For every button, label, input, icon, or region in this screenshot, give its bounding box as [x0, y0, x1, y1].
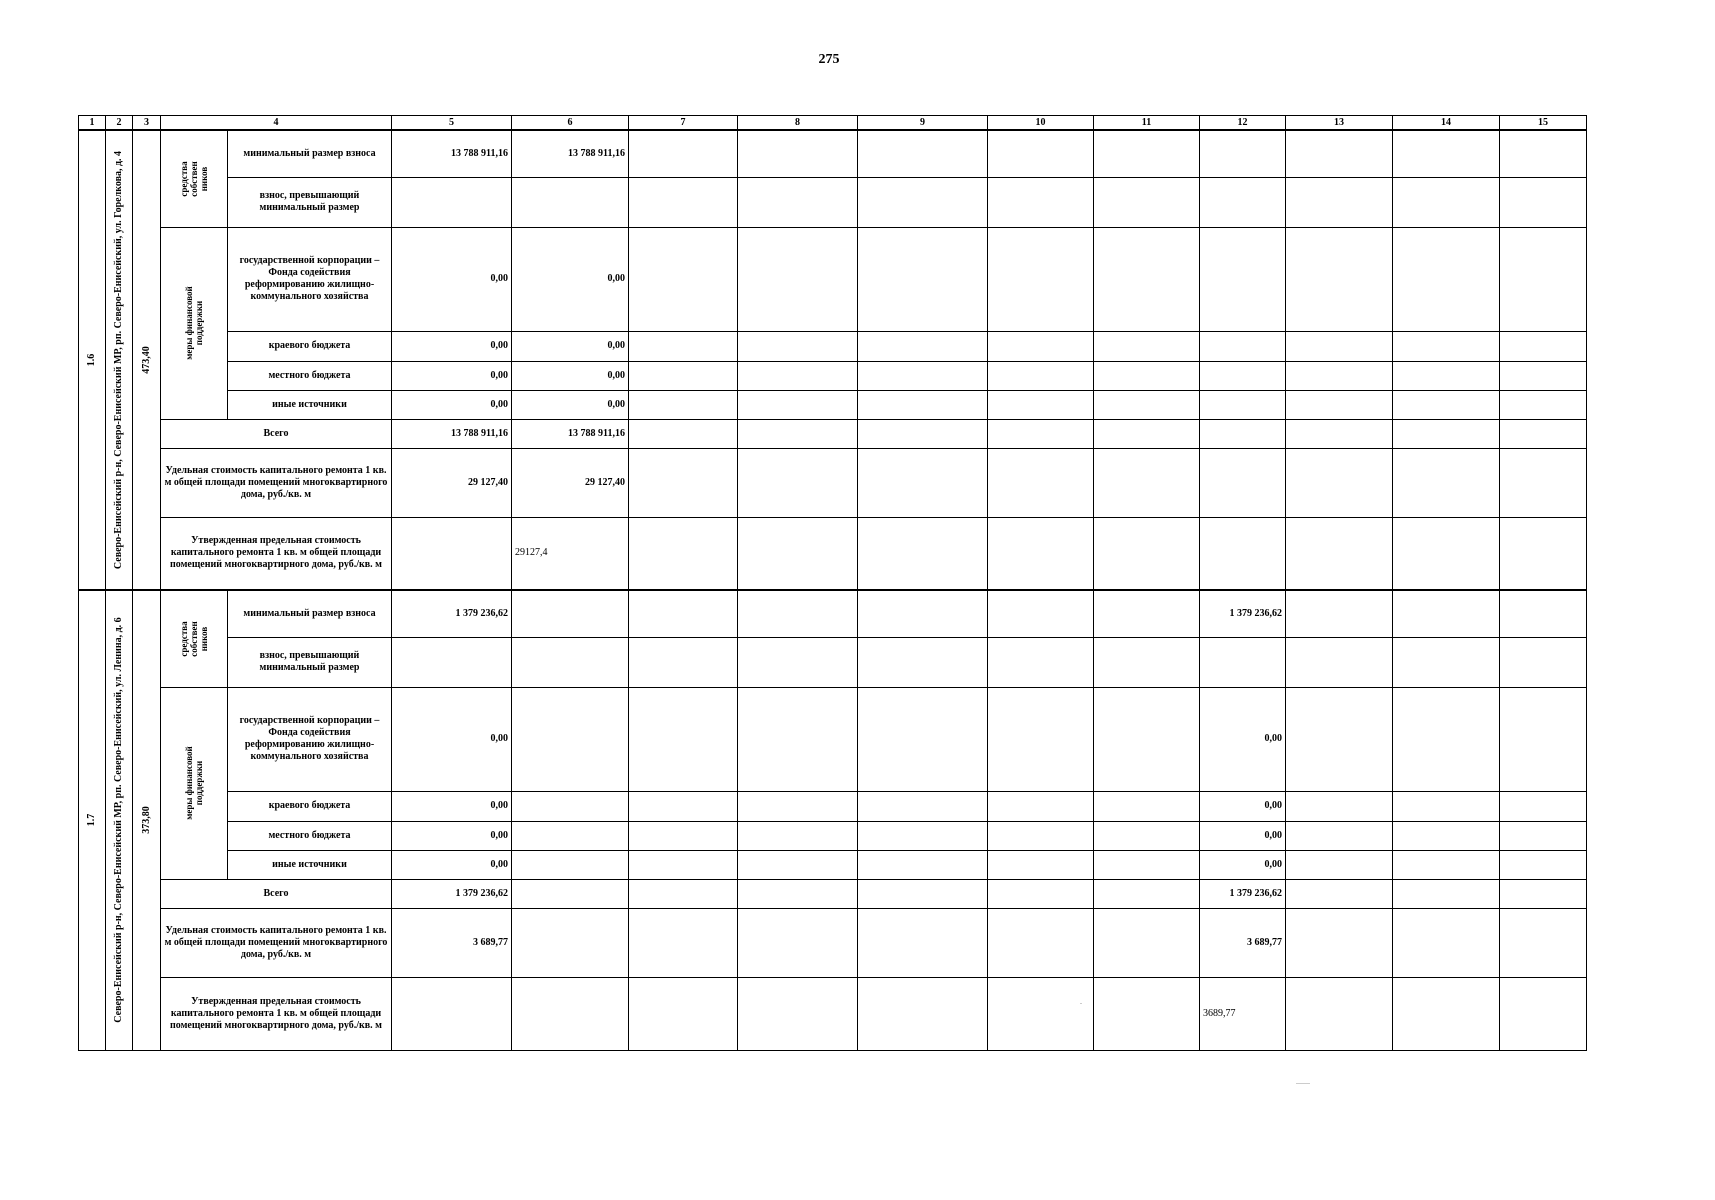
- value-cell: 0,00: [392, 821, 512, 850]
- value-cell: [1286, 361, 1393, 390]
- section-area-cell: [133, 590, 161, 1050]
- value-cell: [1094, 177, 1200, 227]
- value-cell: [738, 687, 858, 791]
- table-row: [79, 687, 1587, 791]
- value-cell: [858, 331, 988, 361]
- value-cell: [1286, 227, 1393, 331]
- value-cell: [988, 977, 1094, 1050]
- value-cell: [738, 227, 858, 331]
- value-cell: [738, 590, 858, 637]
- value-cell: [1094, 517, 1200, 590]
- value-cell: [988, 637, 1094, 687]
- column-header: 3: [133, 116, 161, 131]
- value-cell: [392, 977, 512, 1050]
- value-cell: [858, 850, 988, 879]
- value-cell: [1500, 448, 1587, 517]
- value-cell: [1286, 419, 1393, 448]
- column-header: 6: [512, 116, 629, 131]
- column-header: 7: [629, 116, 738, 131]
- value-cell: [1393, 977, 1500, 1050]
- value-cell: 0,00: [392, 390, 512, 419]
- table-row: [79, 879, 1587, 908]
- table-row: [79, 331, 1587, 361]
- value-cell: [858, 361, 988, 390]
- value-cell: [1393, 390, 1500, 419]
- table-row: [79, 177, 1587, 227]
- value-cell: [629, 791, 738, 821]
- value-cell: [1286, 517, 1393, 590]
- value-cell: [1393, 177, 1500, 227]
- value-cell: 13 788 911,16: [392, 130, 512, 177]
- value-cell: [392, 637, 512, 687]
- value-cell: [738, 177, 858, 227]
- value-cell: [858, 227, 988, 331]
- state-corp-label: государственной корпорации – Фонда содействия реформированию жилищно-коммунального хозяйства: [228, 227, 392, 331]
- value-cell: [1393, 637, 1500, 687]
- local-budget-label: местного бюджета: [228, 361, 392, 390]
- value-cell: [988, 908, 1094, 977]
- section-area-cell: [133, 130, 161, 590]
- unit-cost-label: Удельная стоимость капитального ремонта 1 кв. м общей площади помещений многоквартирного дома, руб./кв. м: [161, 908, 392, 977]
- value-cell: [738, 331, 858, 361]
- value-cell: [738, 130, 858, 177]
- value-cell: [512, 687, 629, 791]
- value-cell: [629, 177, 738, 227]
- over-min-contribution-label: взнос, превышающий минимальный размер: [228, 637, 392, 687]
- value-cell: [988, 177, 1094, 227]
- table-row: [79, 419, 1587, 448]
- total-label: Всего: [161, 419, 392, 448]
- section-number: 1.7: [86, 814, 97, 827]
- column-number-row: [79, 116, 1587, 131]
- value-cell: [1286, 448, 1393, 517]
- section-address-cell: [106, 130, 133, 590]
- value-cell: [1393, 590, 1500, 637]
- value-cell: [858, 448, 988, 517]
- value-cell: 0,00: [512, 331, 629, 361]
- value-cell: [738, 791, 858, 821]
- value-cell: 0,00: [1200, 850, 1286, 879]
- column-header: 4: [161, 116, 392, 131]
- value-cell: [1500, 331, 1587, 361]
- value-cell: [1094, 448, 1200, 517]
- section-area: 373,80: [140, 806, 152, 834]
- value-cell: [629, 908, 738, 977]
- value-cell: [1393, 517, 1500, 590]
- column-header: 15: [1500, 116, 1587, 131]
- value-cell: [1200, 419, 1286, 448]
- value-cell: [1286, 908, 1393, 977]
- table-row: [79, 517, 1587, 590]
- over-min-contribution-label: взнос, превышающий минимальный размер: [228, 177, 392, 227]
- value-cell: [629, 977, 738, 1050]
- value-cell: [988, 590, 1094, 637]
- column-header: 8: [738, 116, 858, 131]
- value-cell: [512, 821, 629, 850]
- table-row: [79, 977, 1587, 1050]
- section-number: 1.6: [86, 353, 97, 367]
- value-cell: [1200, 637, 1286, 687]
- section-number-cell: [79, 590, 106, 1050]
- value-cell: [392, 177, 512, 227]
- value-cell: [512, 590, 629, 637]
- table-row: [79, 850, 1587, 879]
- other-sources-label: иные источники: [228, 390, 392, 419]
- value-cell: [1500, 791, 1587, 821]
- value-cell: 29 127,40: [392, 448, 512, 517]
- value-cell: [1393, 361, 1500, 390]
- value-cell: [1286, 177, 1393, 227]
- section-address: Северо-Енисейский р-н, Северо-Енисейский МР, рп. Северо-Енисейский, ул. Ленина, д. 6: [113, 617, 124, 1023]
- value-cell: [512, 791, 629, 821]
- value-cell: [629, 850, 738, 879]
- value-cell: [1094, 687, 1200, 791]
- value-cell: [1094, 850, 1200, 879]
- value-cell: [988, 850, 1094, 879]
- min-contribution-label: минимальный размер взноса: [228, 590, 392, 637]
- unit-cost-label: Удельная стоимость капитального ремонта 1 кв. м общей площади помещений многоквартирного дома, руб./кв. м: [161, 448, 392, 517]
- value-cell: [1500, 850, 1587, 879]
- value-cell: [1500, 361, 1587, 390]
- section-address-cell: [106, 590, 133, 1050]
- value-cell: [1393, 448, 1500, 517]
- approved-limit-label: Утвержденная предельная стоимость капитального ремонта 1 кв. м общей площади помещений многоквартирного дома, руб./кв. м: [161, 517, 392, 590]
- table-row: [79, 361, 1587, 390]
- table-row: [79, 821, 1587, 850]
- value-cell: [1200, 331, 1286, 361]
- value-cell: [1094, 908, 1200, 977]
- value-cell: [1200, 390, 1286, 419]
- column-header: 10: [988, 116, 1094, 131]
- value-cell: [629, 419, 738, 448]
- value-cell: [738, 419, 858, 448]
- value-cell: 13 788 911,16: [512, 419, 629, 448]
- value-cell: [512, 977, 629, 1050]
- value-cell: [738, 977, 858, 1050]
- value-cell: [1200, 361, 1286, 390]
- value-cell: 29127,4: [512, 517, 629, 590]
- support-measures-group: [161, 227, 228, 419]
- value-cell: [988, 390, 1094, 419]
- value-cell: [988, 517, 1094, 590]
- section-number-cell: [79, 130, 106, 590]
- value-cell: 0,00: [392, 791, 512, 821]
- value-cell: [1500, 227, 1587, 331]
- value-cell: [1094, 390, 1200, 419]
- value-cell: [1286, 590, 1393, 637]
- value-cell: [1094, 977, 1200, 1050]
- value-cell: [858, 390, 988, 419]
- owners-funds-label: средства собствен ников: [179, 161, 209, 197]
- value-cell: [988, 791, 1094, 821]
- value-cell: [1393, 908, 1500, 977]
- value-cell: [1286, 331, 1393, 361]
- value-cell: [512, 879, 629, 908]
- value-cell: [738, 850, 858, 879]
- total-label: Всего: [161, 879, 392, 908]
- value-cell: [629, 687, 738, 791]
- value-cell: [858, 977, 988, 1050]
- value-cell: 0,00: [392, 850, 512, 879]
- owners-funds-label: средства собствен ников: [179, 621, 209, 657]
- value-cell: [1200, 177, 1286, 227]
- value-cell: 1 379 236,62: [392, 879, 512, 908]
- value-cell: [1286, 821, 1393, 850]
- table-row: [79, 130, 1587, 177]
- column-header: 5: [392, 116, 512, 131]
- value-cell: [738, 879, 858, 908]
- value-cell: [1500, 879, 1587, 908]
- column-header: 12: [1200, 116, 1286, 131]
- owners-funds-group: [161, 130, 228, 227]
- value-cell: [629, 390, 738, 419]
- value-cell: [1500, 177, 1587, 227]
- scan-speck: [1080, 1003, 1082, 1004]
- value-cell: [1500, 637, 1587, 687]
- column-header: 9: [858, 116, 988, 131]
- value-cell: [629, 517, 738, 590]
- value-cell: [988, 419, 1094, 448]
- value-cell: [1094, 130, 1200, 177]
- state-corp-label: государственной корпорации – Фонда содействия реформированию жилищно-коммунального хозяйства: [228, 687, 392, 791]
- value-cell: [1094, 361, 1200, 390]
- support-measures-label: меры финансовой поддержки: [184, 746, 204, 820]
- value-cell: [1393, 130, 1500, 177]
- value-cell: [629, 331, 738, 361]
- value-cell: [988, 361, 1094, 390]
- value-cell: 0,00: [512, 390, 629, 419]
- value-cell: 0,00: [1200, 791, 1286, 821]
- value-cell: 0,00: [392, 687, 512, 791]
- value-cell: 3 689,77: [392, 908, 512, 977]
- value-cell: [858, 879, 988, 908]
- value-cell: 1 379 236,62: [1200, 879, 1286, 908]
- approved-limit-label: Утвержденная предельная стоимость капитального ремонта 1 кв. м общей площади помещений многоквартирного дома, руб./кв. м: [161, 977, 392, 1050]
- table-row: [79, 590, 1587, 637]
- value-cell: [1393, 821, 1500, 850]
- value-cell: 0,00: [1200, 821, 1286, 850]
- support-measures-label: меры финансовой поддержки: [184, 286, 204, 360]
- value-cell: [858, 791, 988, 821]
- value-cell: [1286, 637, 1393, 687]
- regional-budget-label: краевого бюджета: [228, 791, 392, 821]
- value-cell: [1500, 687, 1587, 791]
- value-cell: [858, 590, 988, 637]
- value-cell: [1393, 227, 1500, 331]
- value-cell: 1 379 236,62: [1200, 590, 1286, 637]
- value-cell: 3 689,77: [1200, 908, 1286, 977]
- value-cell: [988, 448, 1094, 517]
- column-header: 13: [1286, 116, 1393, 131]
- value-cell: [1094, 637, 1200, 687]
- value-cell: 3689,77: [1200, 977, 1286, 1050]
- value-cell: [858, 687, 988, 791]
- value-cell: [1393, 331, 1500, 361]
- value-cell: [858, 637, 988, 687]
- value-cell: [512, 177, 629, 227]
- support-measures-group: [161, 687, 228, 879]
- value-cell: [1500, 908, 1587, 977]
- value-cell: [1393, 879, 1500, 908]
- value-cell: [1393, 850, 1500, 879]
- value-cell: [629, 879, 738, 908]
- value-cell: [1200, 130, 1286, 177]
- value-cell: [1393, 791, 1500, 821]
- regional-budget-label: краевого бюджета: [228, 331, 392, 361]
- value-cell: [1500, 130, 1587, 177]
- other-sources-label: иные источники: [228, 850, 392, 879]
- value-cell: [858, 908, 988, 977]
- value-cell: [858, 821, 988, 850]
- section-address: Северо-Енисейский р-н, Северо-Енисейский МР, рп. Северо-Енисейский, ул. Горелкова, д. 4: [113, 150, 124, 570]
- value-cell: [1286, 850, 1393, 879]
- value-cell: 0,00: [1200, 687, 1286, 791]
- value-cell: [629, 361, 738, 390]
- value-cell: [1286, 390, 1393, 419]
- value-cell: [1286, 687, 1393, 791]
- value-cell: [1094, 419, 1200, 448]
- capital-repair-table: [78, 115, 1587, 1051]
- value-cell: [988, 331, 1094, 361]
- value-cell: [1094, 879, 1200, 908]
- value-cell: 13 788 911,16: [392, 419, 512, 448]
- value-cell: [858, 517, 988, 590]
- value-cell: [988, 821, 1094, 850]
- column-header: 2: [106, 116, 133, 131]
- value-cell: [858, 130, 988, 177]
- column-header: 14: [1393, 116, 1500, 131]
- value-cell: [858, 177, 988, 227]
- table-row: [79, 637, 1587, 687]
- value-cell: [1500, 590, 1587, 637]
- value-cell: [988, 687, 1094, 791]
- value-cell: 0,00: [392, 331, 512, 361]
- value-cell: 1 379 236,62: [392, 590, 512, 637]
- column-header: 11: [1094, 116, 1200, 131]
- value-cell: [1094, 331, 1200, 361]
- value-cell: [988, 879, 1094, 908]
- value-cell: [738, 908, 858, 977]
- value-cell: [988, 130, 1094, 177]
- page-number: 275: [818, 52, 840, 67]
- value-cell: [629, 130, 738, 177]
- value-cell: [1286, 879, 1393, 908]
- value-cell: [1200, 227, 1286, 331]
- value-cell: [1500, 821, 1587, 850]
- value-cell: [738, 517, 858, 590]
- value-cell: [392, 517, 512, 590]
- value-cell: 0,00: [392, 361, 512, 390]
- section-area: 473,40: [140, 346, 152, 374]
- value-cell: [738, 361, 858, 390]
- value-cell: 0,00: [392, 227, 512, 331]
- table-row: [79, 227, 1587, 331]
- value-cell: [1500, 517, 1587, 590]
- value-cell: [1094, 227, 1200, 331]
- value-cell: [738, 390, 858, 419]
- value-cell: [629, 590, 738, 637]
- value-cell: 13 788 911,16: [512, 130, 629, 177]
- value-cell: [629, 448, 738, 517]
- value-cell: [629, 227, 738, 331]
- value-cell: [1094, 821, 1200, 850]
- column-header: 1: [79, 116, 106, 131]
- value-cell: [1393, 687, 1500, 791]
- value-cell: [1500, 419, 1587, 448]
- value-cell: [1286, 130, 1393, 177]
- value-cell: [1286, 977, 1393, 1050]
- value-cell: [988, 227, 1094, 331]
- table-row: [79, 448, 1587, 517]
- value-cell: [1200, 448, 1286, 517]
- value-cell: [1500, 390, 1587, 419]
- value-cell: [1286, 791, 1393, 821]
- value-cell: [738, 821, 858, 850]
- value-cell: [512, 637, 629, 687]
- value-cell: 0,00: [512, 227, 629, 331]
- value-cell: [1094, 590, 1200, 637]
- value-cell: [629, 637, 738, 687]
- value-cell: [738, 448, 858, 517]
- value-cell: [512, 908, 629, 977]
- table-row: [79, 791, 1587, 821]
- value-cell: [629, 821, 738, 850]
- local-budget-label: местного бюджета: [228, 821, 392, 850]
- owners-funds-group: [161, 590, 228, 687]
- value-cell: [738, 637, 858, 687]
- value-cell: [858, 419, 988, 448]
- value-cell: 29 127,40: [512, 448, 629, 517]
- value-cell: [512, 850, 629, 879]
- value-cell: 0,00: [512, 361, 629, 390]
- value-cell: [1500, 977, 1587, 1050]
- value-cell: [1393, 419, 1500, 448]
- scan-speck: [1296, 1083, 1310, 1084]
- table-row: [79, 908, 1587, 977]
- value-cell: [1200, 517, 1286, 590]
- min-contribution-label: минимальный размер взноса: [228, 130, 392, 177]
- table-row: [79, 390, 1587, 419]
- value-cell: [1094, 791, 1200, 821]
